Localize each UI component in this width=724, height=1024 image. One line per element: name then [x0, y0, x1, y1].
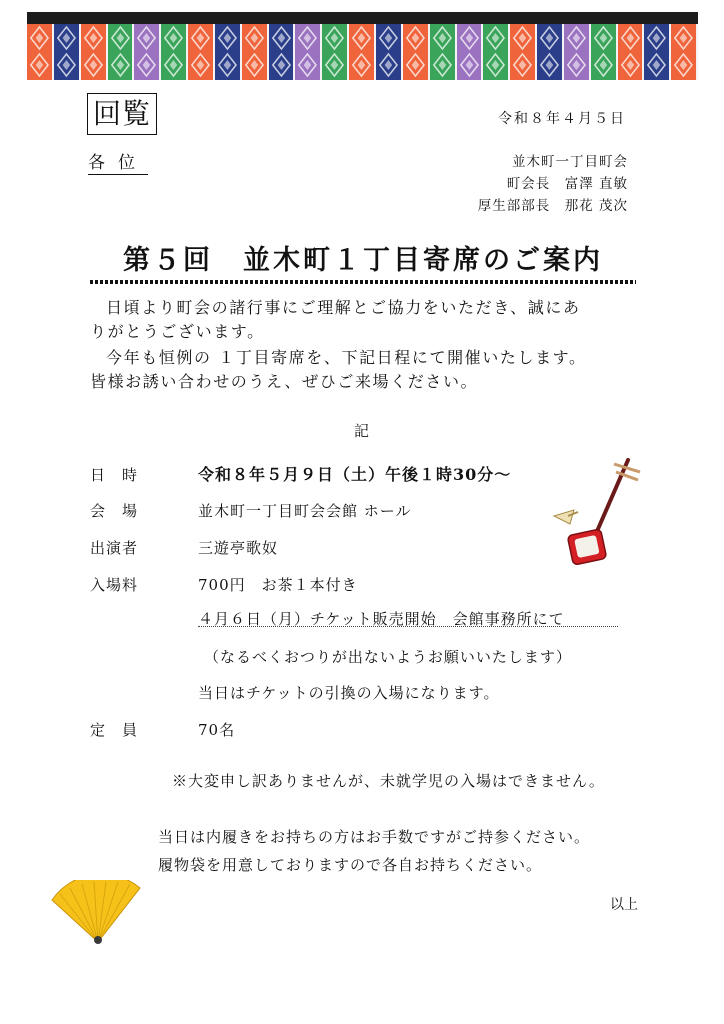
banner-panel	[564, 24, 591, 80]
page-title: 第５回 並木町１丁目寄席のご案内	[123, 245, 603, 276]
capacity-label: 定 員	[90, 721, 139, 739]
slippers-note-1: 当日は内履きをお持ちの方はお手数ですがご持参ください。	[158, 828, 591, 846]
body-line-4: 皆様お誘い合わせのうえ、ぜひご来場ください。	[90, 372, 479, 391]
kairan-stamp: 回覧	[87, 93, 157, 135]
body-line-1: 日頃より町会の諸行事にご理解とご協力をいただき、誠にあ	[106, 298, 581, 317]
banner-panel	[591, 24, 618, 80]
ki-marker: 記	[354, 422, 370, 440]
ticket-sale-info: ４月６日（月）チケット販売開始 会館事務所にて	[198, 610, 565, 628]
banner-panel	[457, 24, 484, 80]
sender-welfare-head: 厚生部部長 那花 茂次	[477, 198, 628, 214]
banner-panel	[134, 24, 161, 80]
fee-label: 入場料	[90, 576, 139, 594]
banner-panel	[242, 24, 269, 80]
ticket-change-note: （なるべくおつりが出ないようお願いいたします）	[204, 648, 572, 666]
date-value: 令和８年５月９日（土）午後１時30分～	[198, 465, 512, 484]
banner-panel	[376, 24, 403, 80]
banner-panel	[430, 24, 457, 80]
title-underline	[90, 280, 636, 284]
decorative-banner	[27, 24, 698, 80]
performer-value: 三遊亭歌奴	[198, 539, 279, 557]
fee-value: 700円 お茶１本付き	[198, 576, 358, 594]
sender-organization: 並木町一丁目町会	[512, 154, 628, 170]
banner-top-bar	[27, 12, 698, 24]
banner-panel	[618, 24, 645, 80]
slippers-note-2: 履物袋を用意しておりますので各自お持ちください。	[158, 856, 543, 874]
banner-panel	[349, 24, 376, 80]
banner-panel	[161, 24, 188, 80]
banner-panel	[81, 24, 108, 80]
children-notice: ※大変申し訳ありませんが、未就学児の入場はできません。	[172, 772, 605, 790]
banner-panel	[27, 24, 54, 80]
body-line-3: 今年も恒例の １丁目寄席を、下記日程にて開催いたします。	[106, 348, 587, 367]
banner-panel	[188, 24, 215, 80]
banner-panel	[108, 24, 135, 80]
banner-panel	[215, 24, 242, 80]
banner-panel	[403, 24, 430, 80]
shamisen-icon	[548, 452, 648, 582]
banner-panel	[671, 24, 698, 80]
ticket-dotted-underline	[198, 626, 618, 627]
venue-label: 会 場	[90, 502, 139, 520]
banner-panel	[510, 24, 537, 80]
banner-panel	[322, 24, 349, 80]
venue-value: 並木町一丁目町会会館 ホール	[198, 502, 412, 520]
banner-panel	[644, 24, 671, 80]
ticket-exchange-note: 当日はチケットの引換の入場になります。	[198, 684, 500, 702]
banner-panel	[537, 24, 564, 80]
date-label: 日 時	[90, 466, 139, 484]
addressee: 各位	[88, 148, 148, 175]
banner-panel	[483, 24, 510, 80]
closing-ijo: 以上	[610, 897, 638, 913]
capacity-value: 70名	[198, 721, 236, 739]
document-date: 令和８年４月５日	[498, 111, 626, 127]
folding-fan-icon	[48, 880, 148, 948]
performer-label: 出演者	[90, 539, 139, 557]
body-line-2: りがとうございます。	[90, 322, 265, 341]
banner-panel	[54, 24, 81, 80]
banner-panel	[269, 24, 296, 80]
sender-chair: 町会長 富澤 直敏	[506, 176, 628, 192]
banner-panel	[295, 24, 322, 80]
